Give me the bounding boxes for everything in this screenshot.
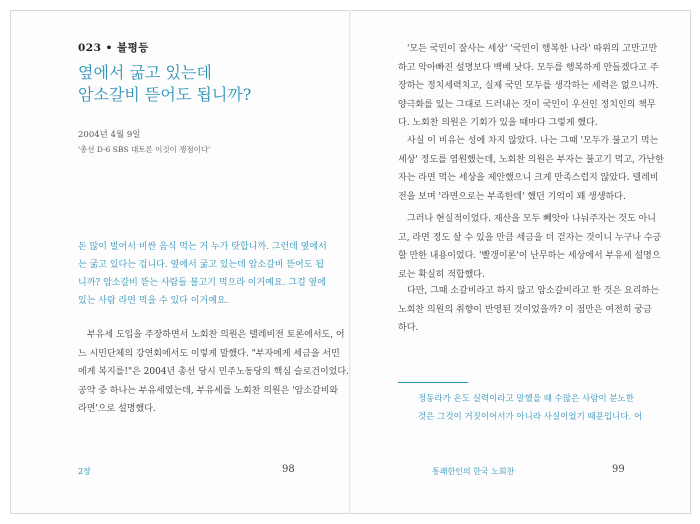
- quote-line: 는 굶고 있다는 겁니다. 옆에서 굶고 있는데 암소갈비 뜯어도 됩: [78, 260, 324, 270]
- page-number-right: 99: [612, 464, 625, 475]
- quote-line: 정동라가 온도 실력이라고 말했을 때 수많은 사람이 분노한: [418, 394, 634, 404]
- body-paragraph: [78, 326, 349, 419]
- body-line: 노회찬 의원의 취향이 반영된 것이었을까? 이 점만은 여전히 궁금: [398, 304, 652, 315]
- body-line: 전을 보며 '라면으로는 부족한데' 했던 기억이 꽤 생생하다.: [398, 191, 626, 202]
- body-line: 양극화를 있는 그대로 드러내는 것이 국민이 우선인 정치인의 책무: [398, 99, 656, 110]
- date-line: 2004년 4월 9일: [78, 130, 141, 140]
- page-title: [78, 62, 318, 106]
- chapter-label: 023 • 불평등: [78, 42, 149, 54]
- bottom-quote: [418, 390, 643, 426]
- footer-section-label: 2장: [78, 467, 91, 476]
- body-line: 장하는 정치세력치고, 실제 국민 모두를 생각하는 세력은 없으니까.: [398, 81, 659, 91]
- body-line: 그러나 현실적이었다. 재산을 모두 빼앗아 나눠주자는 것도 아니: [407, 214, 656, 224]
- body-paragraph: [398, 282, 659, 338]
- body-line: 자는 라면 먹는 세상을 제안했으니 크게 만족스럽지 않았다. 텔레비: [398, 173, 659, 183]
- body-line: '모든 국민이 잘사는 세상' '국민이 행복한 나라' 따위의 고만고만: [407, 44, 658, 54]
- footer-book-title: 통쾌한인의 한국 노회찬: [432, 467, 515, 476]
- body-line: 다만, 그때 소갈비라고 하지 않고 암소갈비라고 한 것은 요리하는: [407, 286, 659, 296]
- body-line: 고, 라면 정도 살 수 있을 만큼 세금을 더 걷자는 것이니 누구나 수긍: [398, 232, 662, 243]
- body-line: 하다.: [398, 323, 419, 333]
- quote-line: 돈 많이 벌어서 비싼 음식 먹는 거 누가 탓합니까. 그런데 옆에서: [78, 242, 327, 252]
- body-line: 다. 노회찬 의원은 기회가 있을 때마다 그렇게 했다.: [398, 118, 598, 128]
- quote-divider: [398, 382, 468, 383]
- body-line: 공약 중 하나는 부유세였는데, 부유세를 노회찬 의원은 '암소갈비와: [78, 385, 339, 396]
- body-paragraph: [398, 132, 664, 206]
- body-paragraph: [398, 40, 659, 133]
- body-paragraph: [398, 210, 662, 284]
- body-line: 로는 확실히 적합했다.: [398, 269, 485, 280]
- quote-line: 니까? 암소갈비 뜯는 사람들 불고기 먹으라 이거예요. 그걸 옆에: [78, 278, 326, 288]
- quote-line: 있는 사람 라면 먹을 수 있다 이거예요.: [78, 296, 229, 306]
- body-line: 세상' 정도를 염원했는데, 노회찬 의원은 부자는 불고기 먹고, 가난한: [398, 154, 664, 165]
- body-line: 하고 악아빠진 설명보다 백배 낫다. 모두를 행복하게 만들겠다고 주: [398, 62, 659, 73]
- body-line: 라면'으로 설명했다.: [78, 404, 156, 414]
- highlight-quote: [78, 238, 327, 310]
- body-line: 할 만한 내용이었다. '빨갱이론'이 난무하는 세상에서 부유세 설명으: [398, 251, 661, 261]
- page-number-left: 98: [282, 464, 295, 475]
- book-gutter: [349, 10, 351, 514]
- body-line: 느 시민단체의 강연회에서도 이렇게 말했다. "부자에게 세금을 서민: [78, 348, 340, 359]
- body-line: 사실 이 비유는 성에 차지 않았다. 나는 그때 '모두가 불고기 먹는: [407, 136, 659, 146]
- quote-line: 것은 그것이 거짓이어서가 아니라 사실이었기 때문입니다. 어: [418, 412, 643, 422]
- event-line: '총선 D-6 SBS 대토론 이것이 쟁점이다': [78, 145, 211, 154]
- title-line: 옆에서 굶고 있는데: [78, 63, 212, 82]
- body-line: 부유세 도입을 주장하면서 노회찬 의원은 텔레비전 토론에서도, 어: [87, 330, 345, 340]
- title-line: 암소갈비 뜯어도 됩니까?: [78, 85, 252, 104]
- body-line: 에게 복지를!"은 2004년 총선 당시 민주노동당의 핵심 슬로건이었다.: [78, 367, 349, 377]
